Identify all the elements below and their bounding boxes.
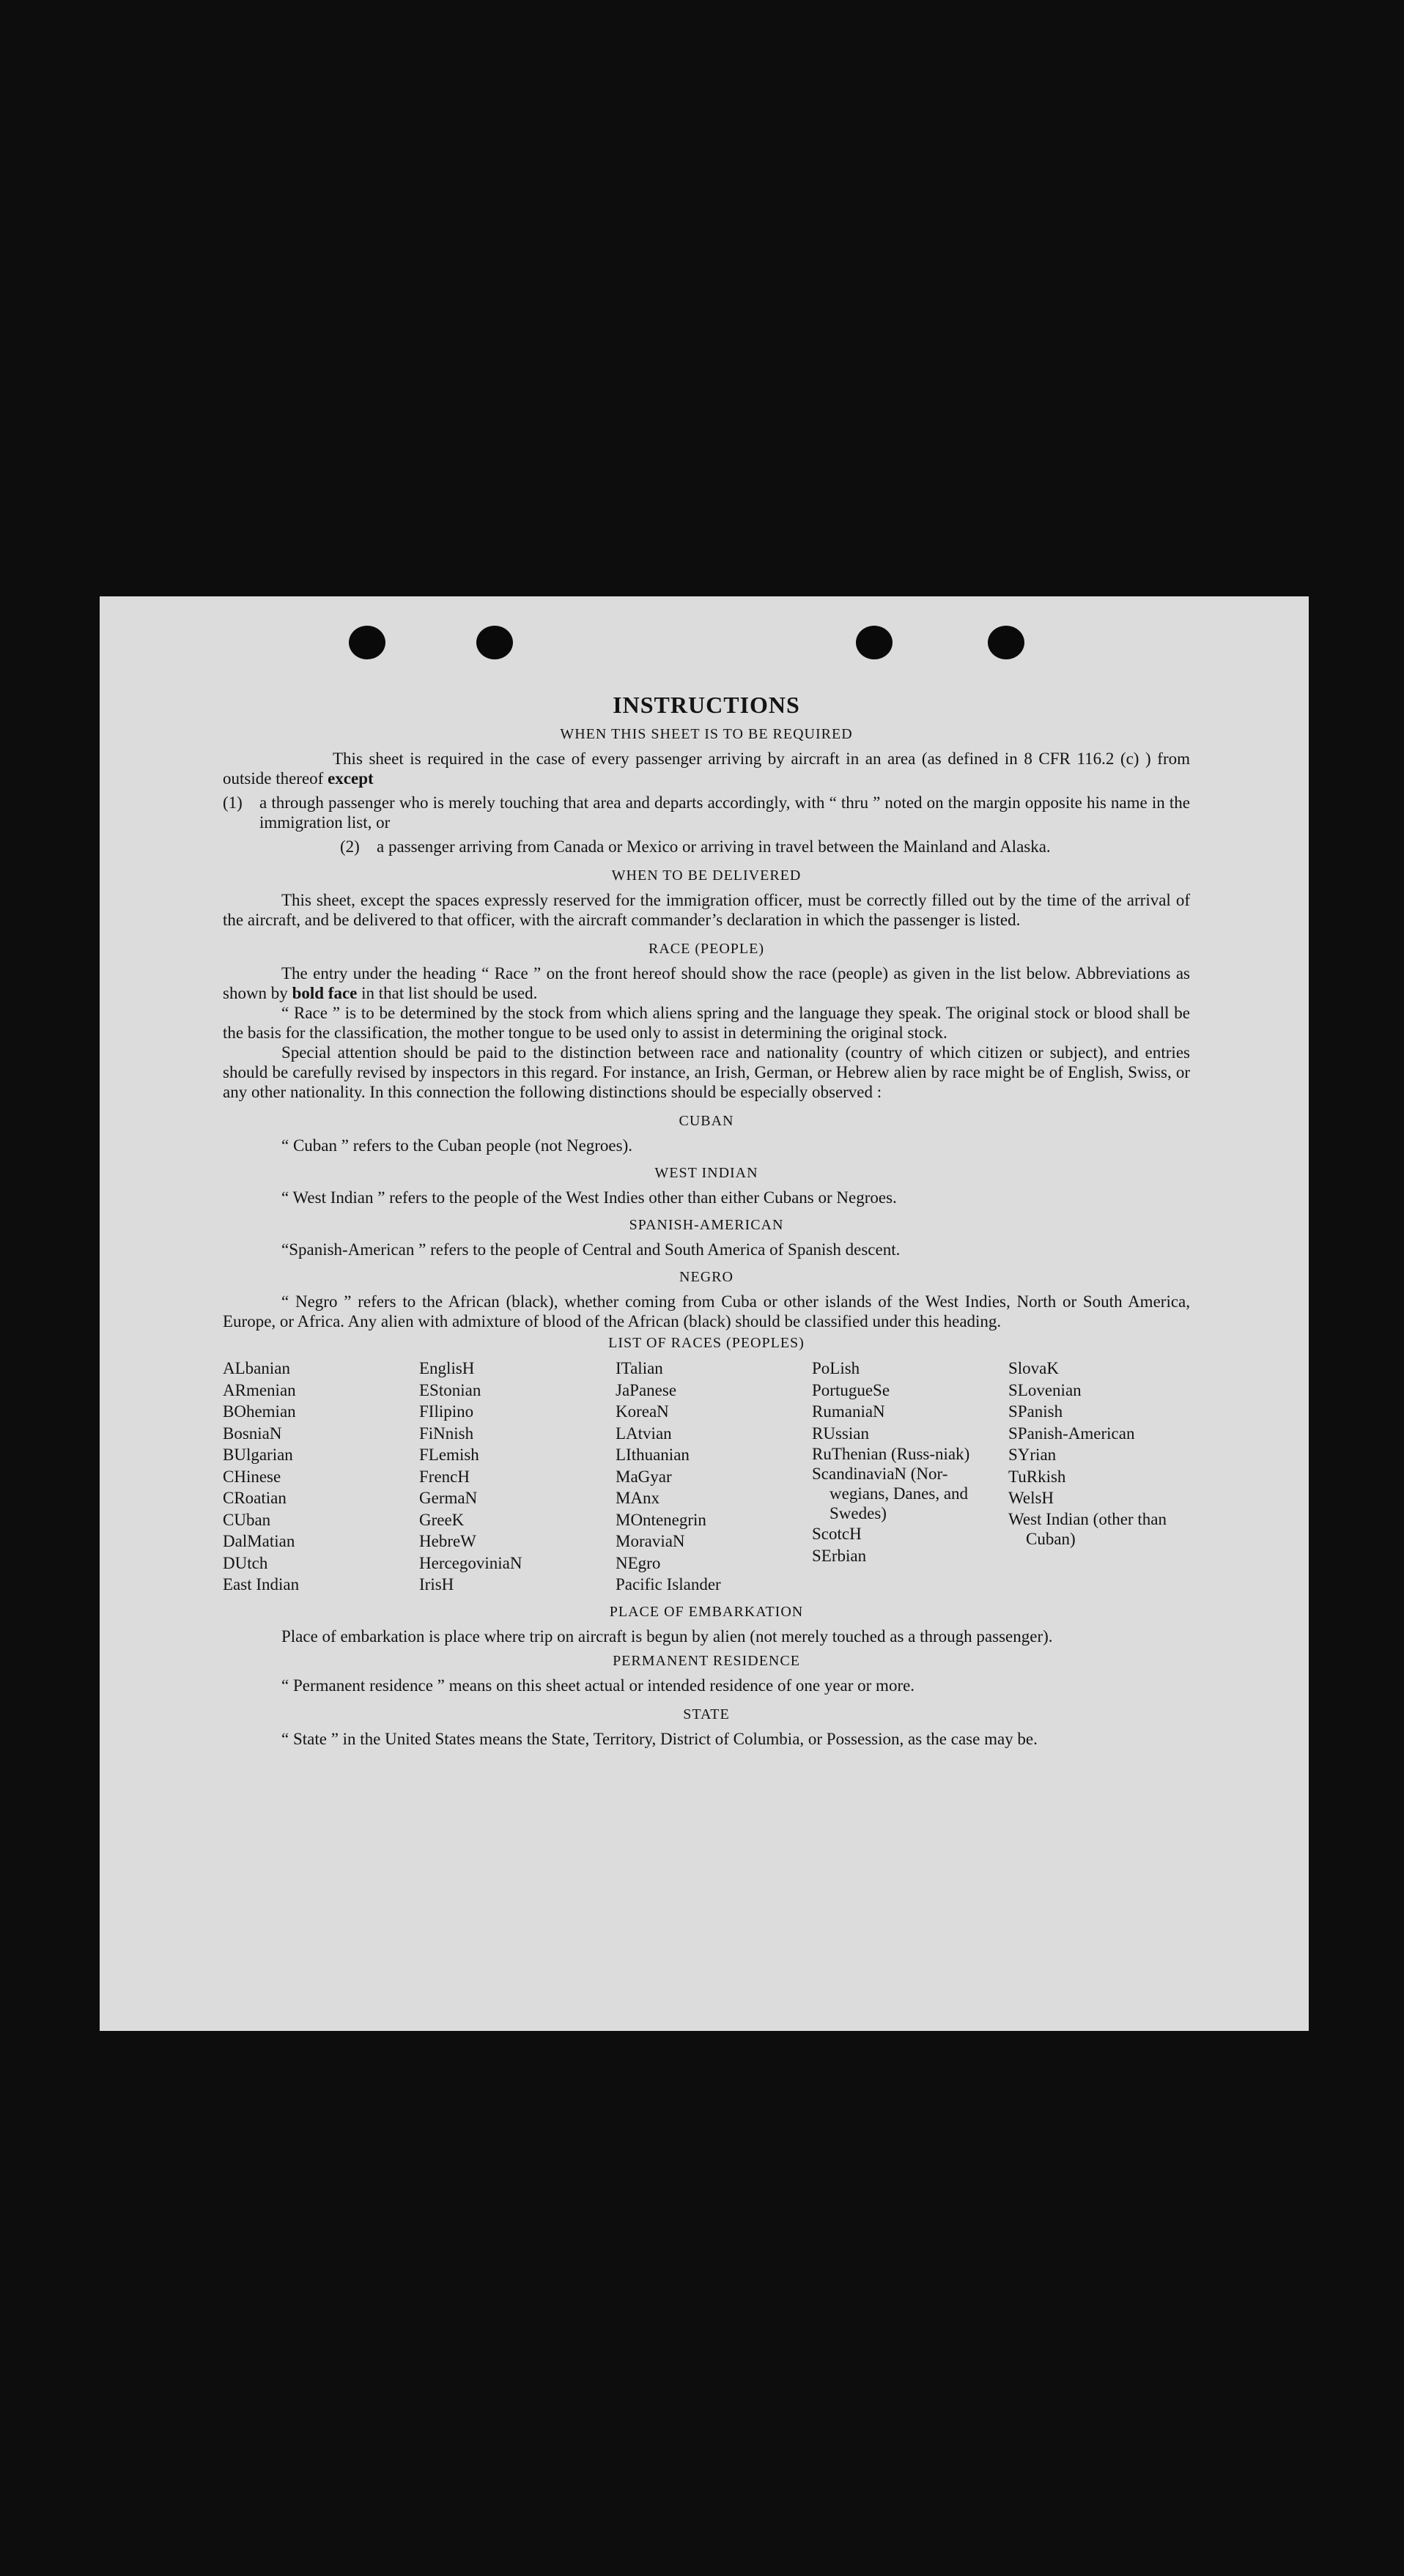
heading-when-delivered: WHEN TO BE DELIVERED (611, 867, 802, 884)
heading-place-of-embarkation: PLACE OF EMBARKATION (609, 1603, 804, 1620)
punch-hole-1 (349, 626, 385, 659)
negro-text: “ Negro ” refers to the African (black), whether coming from Cuba or other islands of the West Indies, North or South America, Europe, or Africa. Any alien with admixture of blood of the African (black) should be classified under this heading. (223, 1292, 1190, 1330)
race-item: ScandinaviaN (Nor-wegians, Danes, and Swedes) (812, 1465, 969, 1522)
heading-when-required: WHEN THIS SHEET IS TO BE REQUIRED (560, 726, 853, 742)
place-of-embarkation-text: Place of embarkation is place where trip on aircraft is begun by alien (not merely touched as a through passenger). (281, 1626, 1053, 1646)
race-item: RuThenian (Russ-niak) (812, 1445, 970, 1463)
when-required-intro: This sheet is required in the case of every passenger arriving by aircraft in an area (as defined in 8 CFR 116.2 (c) ) from outside thereof except (223, 750, 1190, 788)
cuban-text: “ Cuban ” refers to the Cuban people (not Negroes). (281, 1136, 633, 1155)
race-item: EStonian (419, 1380, 481, 1399)
race-item: CRoatian (223, 1489, 287, 1507)
race-column-4 (812, 1358, 994, 1596)
instruction-sheet (100, 596, 1309, 2031)
race-item: GreeK (419, 1510, 465, 1529)
race-column-3 (616, 1358, 797, 1596)
race-item: FrencH (419, 1467, 470, 1486)
race-item: TuRkish (1008, 1467, 1066, 1486)
when-delivered-text: This sheet, except the spaces expressly reserved for the immigration officer, must be correctly filled out by the time of the arrival of the aircraft, and be delivered to that officer, with the aircraft commander’s declaration in which the passenger is listed. (223, 891, 1190, 929)
race-item: WelsH (1008, 1489, 1054, 1507)
race-item: SYrian (1008, 1446, 1057, 1464)
race-item: SLovenian (1008, 1380, 1082, 1399)
race-item: FiNnish (419, 1424, 474, 1443)
instructions-content (223, 692, 1190, 1749)
race-item: CUban (223, 1510, 271, 1529)
race-item: MoraviaN (616, 1532, 685, 1550)
race-column-5 (1008, 1358, 1190, 1596)
race-item: SPanish-American (1008, 1424, 1135, 1443)
race-item: SlovaK (1008, 1359, 1059, 1377)
west-indian-text: “ West Indian ” refers to the people of the West Indies other than either Cubans or Negroes. (281, 1188, 897, 1207)
race-column-1 (223, 1358, 404, 1596)
race-item: GermaN (419, 1489, 478, 1507)
spanish-american-text: “Spanish-American ” refers to the people of Central and South America of Spanish descent. (281, 1240, 901, 1259)
heading-west-indian: WEST INDIAN (654, 1165, 758, 1181)
race-item: DalMatian (223, 1532, 295, 1550)
race-item: East Indian (223, 1575, 300, 1594)
race-item: SErbian (812, 1546, 867, 1565)
race-paragraph-2: “ Race ” is to be determined by the stock from which aliens spring and the language they speak. The original stock or blood shall be the basis for the classification, the mother tongue to be used only to assist in determining the original stock. (223, 1004, 1190, 1042)
heading-cuban: CUBAN (679, 1113, 734, 1129)
race-column-2 (419, 1358, 601, 1596)
race-item: MAnx (616, 1489, 660, 1507)
race-item: KoreaN (616, 1402, 669, 1421)
race-item: RumaniaN (812, 1402, 885, 1421)
race-item: ScotcH (812, 1525, 862, 1543)
heading-state: STATE (683, 1706, 730, 1722)
race-paragraph-3: Special attention should be paid to the distinction between race and nationality (country of which citizen or subject), and entries should be carefully revised by inspectors in this regard. For instance, an Irish, German, or Hebrew alien by race might be of English, Swiss, or any other nationality. In this connection the following distinctions should be especially observed : (223, 1043, 1190, 1101)
heading-permanent-residence: PERMANENT RESIDENCE (613, 1652, 800, 1669)
race-item: ALbanian (223, 1359, 290, 1377)
page-title: INSTRUCTIONS (613, 692, 800, 718)
race-item: DUtch (223, 1553, 268, 1572)
race-item: ARmenian (223, 1380, 296, 1399)
race-item: HebreW (419, 1532, 476, 1550)
race-item: BOhemian (223, 1402, 296, 1421)
race-item: LIthuanian (616, 1446, 690, 1464)
race-item: JaPanese (616, 1380, 677, 1399)
race-item: West Indian (other than Cuban) (1008, 1509, 1167, 1548)
race-item: PortugueSe (812, 1380, 890, 1399)
race-item: RUssian (812, 1424, 869, 1443)
heading-race: RACE (PEOPLE) (649, 941, 764, 957)
race-item: FIlipino (419, 1402, 474, 1421)
permanent-residence-text: “ Permanent residence ” means on this sheet actual or intended residence of one year or more. (281, 1676, 915, 1695)
race-paragraph-1: The entry under the heading “ Race ” on the front hereof should show the race (people) as given in the list below. Abbreviations as shown by bold face in that list should be used. (223, 964, 1190, 1002)
race-item: MaGyar (616, 1467, 672, 1486)
heading-list-of-races: LIST OF RACES (PEOPLES) (608, 1335, 805, 1351)
exception-1: (1) a through passenger who is merely touching that area and departs accordingly, with “ thru ” noted on the margin opposite his name in the immigration list, or (223, 793, 1190, 832)
exception-2: (2) a passenger arriving from Canada or Mexico or arriving in travel between the Mainland and Alaska. (340, 837, 1051, 856)
race-item: BosniaN (223, 1424, 282, 1443)
race-item: PoLish (812, 1359, 860, 1377)
race-item: IrisH (419, 1575, 454, 1594)
race-item: NEgro (616, 1553, 661, 1572)
heading-spanish-american: SPANISH-AMERICAN (629, 1217, 784, 1233)
race-list (223, 1358, 1190, 1596)
punch-hole-3 (856, 626, 893, 659)
race-item: CHinese (223, 1467, 281, 1486)
race-item: Pacific Islander (616, 1575, 721, 1594)
race-item: BUlgarian (223, 1446, 293, 1464)
state-text: “ State ” in the United States means the State, Territory, District of Columbia, or Possession, as the case may be. (281, 1729, 1038, 1748)
race-item: ITalian (616, 1359, 663, 1377)
punch-hole-2 (476, 626, 513, 659)
race-item: MOntenegrin (616, 1510, 706, 1529)
punch-hole-4 (988, 626, 1024, 659)
race-item: FLemish (419, 1446, 479, 1464)
heading-negro: NEGRO (679, 1269, 734, 1285)
race-item: HercegoviniaN (419, 1553, 522, 1572)
race-item: SPanish (1008, 1402, 1063, 1421)
race-item: EnglisH (419, 1359, 475, 1377)
race-item: LAtvian (616, 1424, 672, 1443)
